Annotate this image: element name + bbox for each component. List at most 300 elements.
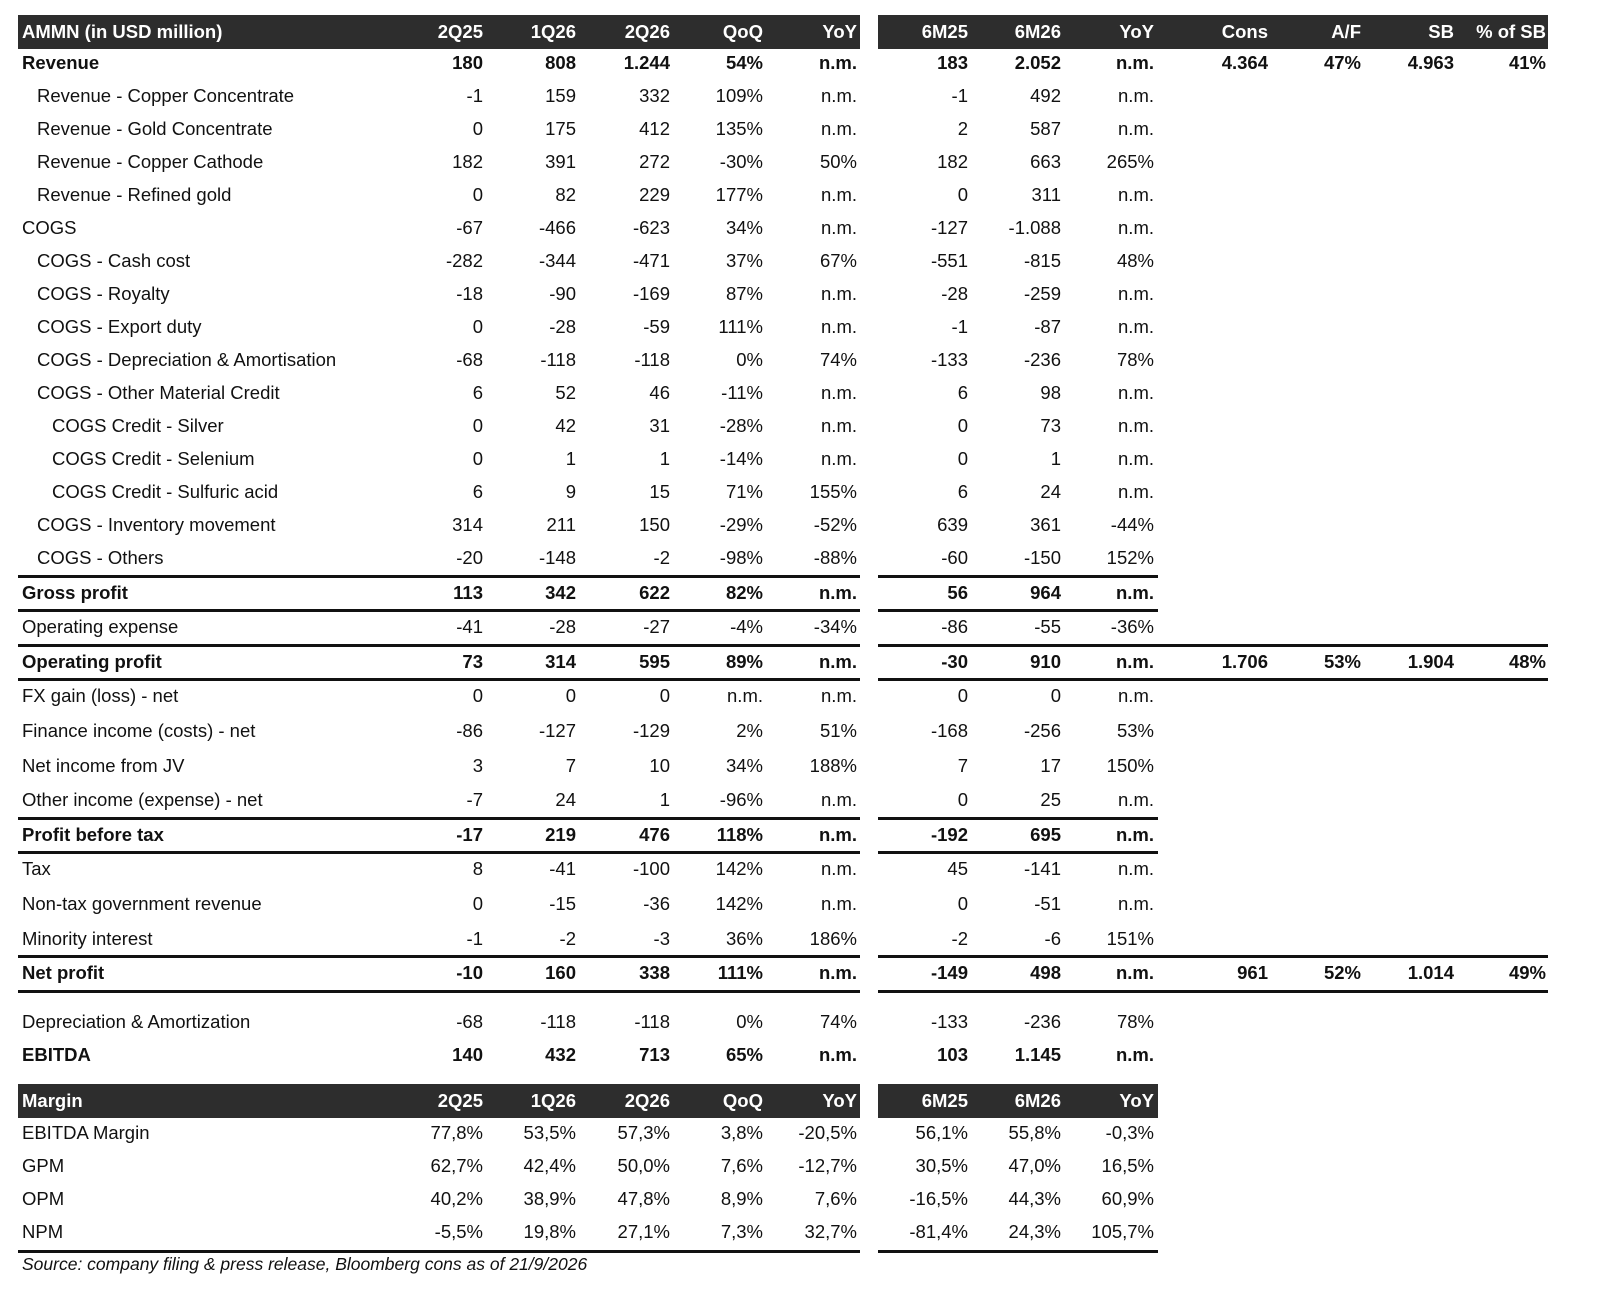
row-value: 7 [565, 754, 576, 776]
margin-row [18, 1182, 1598, 1216]
row-value: n.m. [821, 893, 857, 914]
row-label: COGS - Royalty [37, 283, 170, 304]
row-value: 6 [472, 382, 483, 403]
row-value: 476 [639, 823, 670, 845]
row-value [1281, 749, 1361, 783]
row-label: Non-tax government revenue [22, 893, 262, 914]
row-label: Net income from JV [22, 754, 185, 776]
margin-header-cell: 6M26 [1014, 1090, 1061, 1111]
row-value: 188% [809, 754, 857, 776]
row-value [1354, 541, 1454, 575]
row-value: -28% [719, 415, 763, 436]
row-value: 2 [957, 118, 968, 139]
source-note: Source: company filing & press release, Bloomberg cons as of 21/9/2026 [22, 1254, 588, 1274]
row-value [1446, 714, 1546, 748]
row-value: 42,4% [523, 1155, 576, 1176]
row-value: 4.963 [1407, 52, 1454, 73]
row-value: 103 [937, 1043, 968, 1065]
row-value: 142% [715, 893, 763, 914]
row-value [1354, 887, 1454, 921]
row-value: 342 [545, 581, 576, 603]
row-value: n.m. [821, 858, 857, 880]
row-value: 6 [957, 481, 968, 502]
table-row [18, 277, 1598, 311]
table-row [18, 852, 1598, 886]
header-cell: 2Q26 [624, 21, 670, 42]
row-value: -41 [456, 616, 483, 638]
row-value [1446, 610, 1546, 644]
row-value: -259 [1023, 283, 1061, 304]
table-row [18, 679, 1598, 713]
row-label: OPM [22, 1188, 65, 1209]
row-value: 0 [472, 685, 483, 707]
row-label: Revenue - Copper Cathode [37, 151, 264, 172]
row-value: 311 [1031, 184, 1061, 205]
row-value [1158, 508, 1268, 542]
row-value [1354, 112, 1454, 146]
row-value: 27,1% [617, 1221, 670, 1242]
row-value: 1.014 [1407, 962, 1454, 984]
row-value: 24,3% [1008, 1221, 1061, 1242]
row-value [1158, 409, 1268, 443]
row-value: 2% [736, 720, 763, 741]
row-value: 0 [957, 415, 968, 436]
row-value [1354, 852, 1454, 886]
row-value: n.m. [1118, 685, 1154, 707]
row-value [1446, 576, 1546, 610]
row-value: 73 [1040, 415, 1061, 436]
row-label: COGS Credit - Sulfuric acid [52, 481, 279, 502]
rule-left [18, 990, 860, 993]
margin-row [18, 1116, 1598, 1150]
row-value: 50,0% [617, 1155, 670, 1176]
row-value [1158, 211, 1268, 245]
row-value: 1 [659, 789, 670, 811]
row-value: n.m. [727, 685, 763, 707]
row-value: n.m. [821, 685, 857, 707]
row-value: 622 [639, 581, 670, 603]
row-value [1281, 178, 1361, 212]
table-row [18, 576, 1598, 610]
header-cell: A/F [1331, 21, 1361, 42]
row-label: EBITDA [22, 1043, 91, 1065]
table-row [18, 1005, 1598, 1039]
row-value: -68 [456, 349, 483, 370]
row-value: -149 [930, 962, 968, 984]
row-value: 150% [1106, 754, 1154, 776]
row-value [1354, 749, 1454, 783]
row-value: 51% [819, 720, 857, 741]
row-value: -11% [721, 382, 763, 403]
row-value: -30% [719, 151, 763, 172]
row-label: COGS - Other Material Credit [37, 382, 280, 403]
row-value [1354, 244, 1454, 278]
row-value: 24 [555, 789, 576, 811]
row-value [1281, 887, 1361, 921]
row-value: -118 [634, 349, 670, 370]
row-value: -118 [540, 1010, 576, 1032]
row-value: 89% [725, 650, 763, 672]
row-value [1158, 1005, 1268, 1039]
row-value: -192 [930, 823, 968, 845]
row-value: -60 [941, 547, 968, 568]
margin-header-cell: YoY [1119, 1090, 1154, 1111]
table-row [18, 783, 1598, 817]
rule-right [878, 990, 1548, 993]
row-value [1281, 610, 1361, 644]
row-value: -236 [1023, 349, 1061, 370]
row-value [1446, 79, 1546, 113]
row-value [1354, 277, 1454, 311]
row-value: 36% [725, 927, 763, 949]
row-value [1158, 244, 1268, 278]
row-value: 9 [565, 481, 576, 502]
row-value: n.m. [821, 789, 857, 811]
row-label: Other income (expense) - net [22, 789, 263, 811]
row-value: n.m. [818, 962, 857, 984]
row-value: -20,5% [798, 1122, 857, 1143]
row-value: -86 [941, 616, 968, 638]
row-value: -2 [559, 927, 576, 949]
row-value: 47% [1323, 52, 1361, 73]
row-value: 639 [937, 514, 968, 535]
table-row [18, 145, 1598, 179]
row-value: 432 [545, 1043, 576, 1065]
row-value [1354, 178, 1454, 212]
row-value: -2 [951, 927, 968, 949]
row-value: 186% [809, 927, 857, 949]
row-value [1158, 442, 1268, 476]
row-value: 44,3% [1008, 1188, 1061, 1209]
row-value [1354, 576, 1454, 610]
row-value: n.m. [821, 118, 857, 139]
row-value: -1 [951, 316, 968, 337]
row-value [1281, 145, 1361, 179]
row-value: -118 [540, 349, 576, 370]
row-label: COGS - Inventory movement [37, 514, 276, 535]
row-value: 113 [453, 581, 483, 603]
row-value: -815 [1023, 250, 1061, 271]
row-value: 55,8% [1008, 1122, 1061, 1143]
row-value [1446, 277, 1546, 311]
row-value: 695 [1030, 823, 1061, 845]
row-value: 964 [1030, 581, 1061, 603]
row-value: n.m. [1118, 316, 1154, 337]
row-value: -5,5% [434, 1221, 483, 1242]
table-row [18, 610, 1598, 644]
row-value: 19,8% [523, 1221, 576, 1242]
row-value [1158, 714, 1268, 748]
margin-row [18, 1149, 1598, 1183]
row-value: 56,1% [915, 1122, 968, 1143]
row-value: 7,6% [720, 1155, 763, 1176]
row-value: n.m. [818, 581, 857, 603]
header-cell: SB [1428, 21, 1454, 42]
row-value: n.m. [821, 316, 857, 337]
row-value: 34% [725, 217, 763, 238]
row-value: 109% [715, 85, 763, 106]
row-value: -2 [653, 547, 670, 568]
row-value: n.m. [818, 823, 857, 845]
row-value [1446, 852, 1546, 886]
table-row [18, 922, 1598, 956]
row-value: -28 [941, 283, 968, 304]
row-value: -20 [456, 547, 483, 568]
row-value: 74% [819, 349, 857, 370]
row-label: GPM [22, 1155, 65, 1176]
row-value: n.m. [821, 283, 857, 304]
row-label: Finance income (costs) - net [22, 720, 256, 741]
row-value [1354, 922, 1454, 956]
row-value: -0,3% [1105, 1122, 1154, 1143]
table-row [18, 376, 1598, 410]
row-value: 31 [649, 415, 670, 436]
row-value: 0 [1050, 685, 1061, 707]
row-value: n.m. [1115, 52, 1154, 73]
row-value [1354, 409, 1454, 443]
row-value [1446, 376, 1546, 410]
row-value: -133 [930, 349, 968, 370]
row-label: Depreciation & Amortization [22, 1010, 251, 1032]
row-value: n.m. [1118, 118, 1154, 139]
row-value: 182 [937, 151, 968, 172]
row-value: 1.145 [1014, 1043, 1061, 1065]
header-cell: % of SB [1476, 21, 1546, 42]
row-value: 87% [725, 283, 763, 304]
row-value: 0 [659, 685, 670, 707]
row-value: -29% [719, 514, 763, 535]
row-value: -10 [456, 962, 483, 984]
row-value: 151% [1106, 927, 1154, 949]
row-value: 65% [725, 1043, 763, 1065]
header-cell: YoY [822, 21, 857, 42]
row-value: n.m. [1115, 650, 1154, 672]
row-value: -14% [719, 448, 763, 469]
row-value [1281, 442, 1361, 476]
row-value [1281, 679, 1361, 713]
row-value: 25 [1040, 789, 1061, 811]
row-value: -100 [632, 858, 670, 880]
row-value [1446, 1038, 1546, 1072]
row-value: 0 [472, 316, 483, 337]
row-value: 159 [545, 85, 576, 106]
row-label: COGS Credit - Silver [52, 415, 224, 436]
row-label: Revenue - Gold Concentrate [37, 118, 273, 139]
row-value: 0 [957, 893, 968, 914]
row-value: 2.052 [1014, 52, 1061, 73]
row-value [1446, 783, 1546, 817]
row-value: 1.244 [623, 52, 670, 73]
row-value [1446, 1005, 1546, 1039]
row-value: -41 [549, 858, 576, 880]
row-value: 211 [546, 514, 576, 535]
row-value: -96% [719, 789, 763, 811]
row-label: COGS Credit - Selenium [52, 448, 255, 469]
row-value [1158, 79, 1268, 113]
row-value [1158, 178, 1268, 212]
row-value [1281, 409, 1361, 443]
row-value: 3,8% [720, 1122, 763, 1143]
row-label: FX gain (loss) - net [22, 685, 179, 707]
row-value: -168 [930, 720, 968, 741]
row-value [1354, 610, 1454, 644]
table-row [18, 343, 1598, 377]
row-value: 98 [1040, 382, 1061, 403]
row-value: -7 [466, 789, 483, 811]
margin-header-cell: YoY [822, 1090, 857, 1111]
header-title: AMMN (in USD million) [22, 21, 223, 42]
row-value: 67% [819, 250, 857, 271]
row-value: n.m. [1118, 893, 1154, 914]
row-value [1446, 409, 1546, 443]
table-row [18, 818, 1598, 852]
row-value [1281, 310, 1361, 344]
margin-row [18, 1215, 1598, 1249]
row-value: 140 [452, 1043, 483, 1065]
margin-title: Margin [22, 1090, 83, 1111]
row-value: n.m. [1118, 85, 1154, 106]
row-value [1446, 178, 1546, 212]
row-value: 8 [472, 858, 483, 880]
row-value: 60,9% [1101, 1188, 1154, 1209]
row-value [1446, 244, 1546, 278]
row-label: Revenue - Refined gold [37, 184, 232, 205]
row-value [1158, 277, 1268, 311]
table-row [18, 409, 1598, 443]
row-value: 53% [1116, 720, 1154, 741]
row-value [1281, 1005, 1361, 1039]
header-cell: 2Q25 [437, 21, 483, 42]
row-value [1446, 887, 1546, 921]
table-row [18, 956, 1598, 990]
margin-header-row [18, 1084, 1598, 1118]
row-value: -81,4% [909, 1221, 968, 1242]
row-value: 0 [472, 893, 483, 914]
row-value: 0 [472, 118, 483, 139]
row-value [1281, 541, 1361, 575]
row-value: -133 [930, 1010, 968, 1032]
row-value: 62,7% [430, 1155, 483, 1176]
row-value: -55 [1034, 616, 1061, 638]
row-value [1281, 475, 1361, 509]
row-value: 17 [1040, 754, 1061, 776]
table-row [18, 310, 1598, 344]
margin-header-cell: 2Q25 [437, 1090, 483, 1111]
row-value [1158, 679, 1268, 713]
row-label: EBITDA Margin [22, 1122, 150, 1143]
row-value [1354, 343, 1454, 377]
row-value: 180 [452, 52, 483, 73]
row-value: 52% [1323, 962, 1361, 984]
row-value: 0 [565, 685, 576, 707]
row-value [1354, 79, 1454, 113]
row-value: -1 [466, 927, 483, 949]
row-value [1446, 679, 1546, 713]
row-value: n.m. [821, 415, 857, 436]
row-value: -466 [538, 217, 576, 238]
row-label: Minority interest [22, 927, 153, 949]
table-row [18, 645, 1598, 679]
row-value: 3 [472, 754, 483, 776]
row-value: 175 [545, 118, 576, 139]
row-value: 961 [1237, 962, 1268, 984]
row-label: COGS - Others [37, 547, 164, 568]
row-value [1354, 714, 1454, 748]
header-cell: YoY [1119, 21, 1154, 42]
row-value: -150 [1023, 547, 1061, 568]
row-value: n.m. [1118, 858, 1154, 880]
row-value: 6 [957, 382, 968, 403]
row-value: -44% [1110, 514, 1154, 535]
table-row [18, 887, 1598, 921]
row-value: 6 [472, 481, 483, 502]
row-value: 111% [718, 316, 763, 337]
row-value: 0 [957, 685, 968, 707]
row-value: n.m. [1118, 415, 1154, 436]
row-value: 808 [545, 52, 576, 73]
row-value [1281, 244, 1361, 278]
row-value: 74% [819, 1010, 857, 1032]
row-value: 32,7% [804, 1221, 857, 1242]
row-value: 53% [1323, 650, 1361, 672]
row-value: -127 [538, 720, 576, 741]
row-value [1158, 310, 1268, 344]
row-value: -15 [549, 893, 576, 914]
row-value: n.m. [1118, 448, 1154, 469]
row-value: 15 [649, 481, 670, 502]
row-value: 52 [555, 382, 576, 403]
row-value: -67 [456, 217, 483, 238]
row-value: -98% [719, 547, 763, 568]
row-value: -236 [1023, 1010, 1061, 1032]
row-value: -12,7% [798, 1155, 857, 1176]
row-value: -52% [813, 514, 857, 535]
row-value: -68 [456, 1010, 483, 1032]
row-value: n.m. [1118, 184, 1154, 205]
row-value: 314 [545, 650, 576, 672]
header-row [18, 15, 1598, 49]
row-value: -18 [456, 283, 483, 304]
row-label: NPM [22, 1221, 64, 1242]
row-value [1158, 475, 1268, 509]
row-value: 1 [659, 448, 670, 469]
row-value [1446, 211, 1546, 245]
row-value: -51 [1034, 893, 1061, 914]
row-value: n.m. [818, 1043, 857, 1065]
row-value: 42 [555, 415, 576, 436]
row-value: -90 [549, 283, 576, 304]
row-value [1446, 310, 1546, 344]
row-value: 48% [1508, 650, 1546, 672]
header-cell: 1Q26 [530, 21, 576, 42]
row-value [1158, 887, 1268, 921]
row-value: 8,9% [720, 1188, 763, 1209]
row-value: 82% [725, 581, 763, 603]
row-value [1158, 610, 1268, 644]
row-value: 38,9% [523, 1188, 576, 1209]
row-value: n.m. [1118, 217, 1154, 238]
row-value: 155% [809, 481, 857, 502]
row-value: 0% [736, 1010, 763, 1032]
row-value: -344 [538, 250, 576, 271]
row-value: n.m. [821, 448, 857, 469]
margin-header-cell: 2Q26 [624, 1090, 670, 1111]
row-value: 361 [1030, 514, 1061, 535]
row-value: 71% [725, 481, 763, 502]
row-value: 498 [1030, 962, 1061, 984]
row-value: 7 [957, 754, 968, 776]
row-value: -282 [445, 250, 483, 271]
